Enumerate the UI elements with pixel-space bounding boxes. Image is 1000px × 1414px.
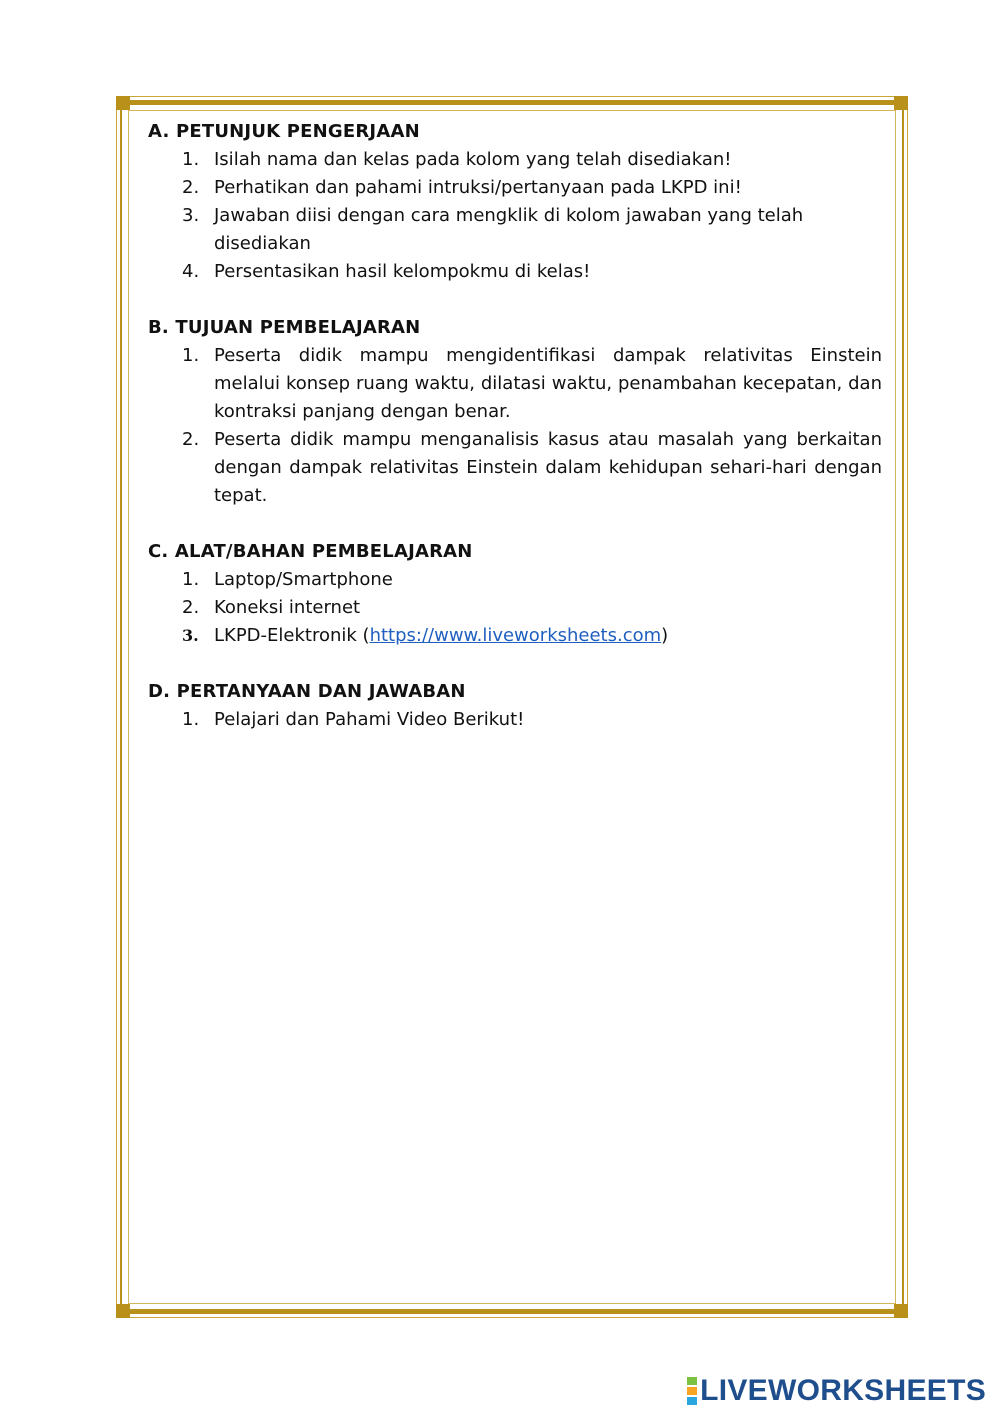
list-item: 1. Isilah nama dan kelas pada kolom yang telah disediakan! <box>182 149 732 170</box>
liveworksheets-logo-icon <box>687 1377 697 1405</box>
list-item: 4. Persentasikan hasil kelompokmu di kelas! <box>182 261 591 282</box>
section-heading: B. TUJUAN PEMBELAJARAN <box>148 317 421 338</box>
list-item: 2. Peserta didik mampu menganalisis kasus atau masalah yang berkaitan dengan dampak relativitas Einstein dalam kehidupan sehari-hari dengan tepat. <box>182 429 882 506</box>
section-petunjuk <box>148 118 882 286</box>
list-item: 1. Peserta didik mampu mengidentifikasi dampak relativitas Einstein melalui konsep ruang waktu, dilatasi waktu, penambahan kecepatan, dan kontraksi panjang dengan benar. <box>182 345 882 422</box>
list-item: 2. Koneksi internet <box>182 597 361 618</box>
list-item: 1. Pelajari dan Pahami Video Berikut! <box>182 709 525 730</box>
liveworksheets-link[interactable]: https://www.liveworksheets.com <box>369 625 662 646</box>
section-heading: D. PERTANYAAN DAN JAWABAN <box>148 681 466 702</box>
section-heading: C. ALAT/BAHAN PEMBELAJARAN <box>148 541 473 562</box>
section-alat-bahan <box>148 538 882 650</box>
worksheet-content <box>148 118 882 762</box>
list-item: 2. Perhatikan dan pahami intruksi/pertanyaan pada LKPD ini! <box>182 177 742 198</box>
liveworksheets-logo <box>687 1374 986 1408</box>
section-tujuan <box>148 314 882 510</box>
list-item: 1. Laptop/Smartphone <box>182 569 393 590</box>
brand-name: LIVEWORKSHEETS <box>700 1374 986 1407</box>
list-item: 3. Jawaban diisi dengan cara mengklik di kolom jawaban yang telah disediakan <box>182 205 804 254</box>
section-heading: A. PETUNJUK PENGERJAAN <box>148 121 420 142</box>
list-item: 3. LKPD-Elektronik (https://www.liveworksheets.com) <box>182 625 669 646</box>
section-pertanyaan <box>148 678 882 734</box>
